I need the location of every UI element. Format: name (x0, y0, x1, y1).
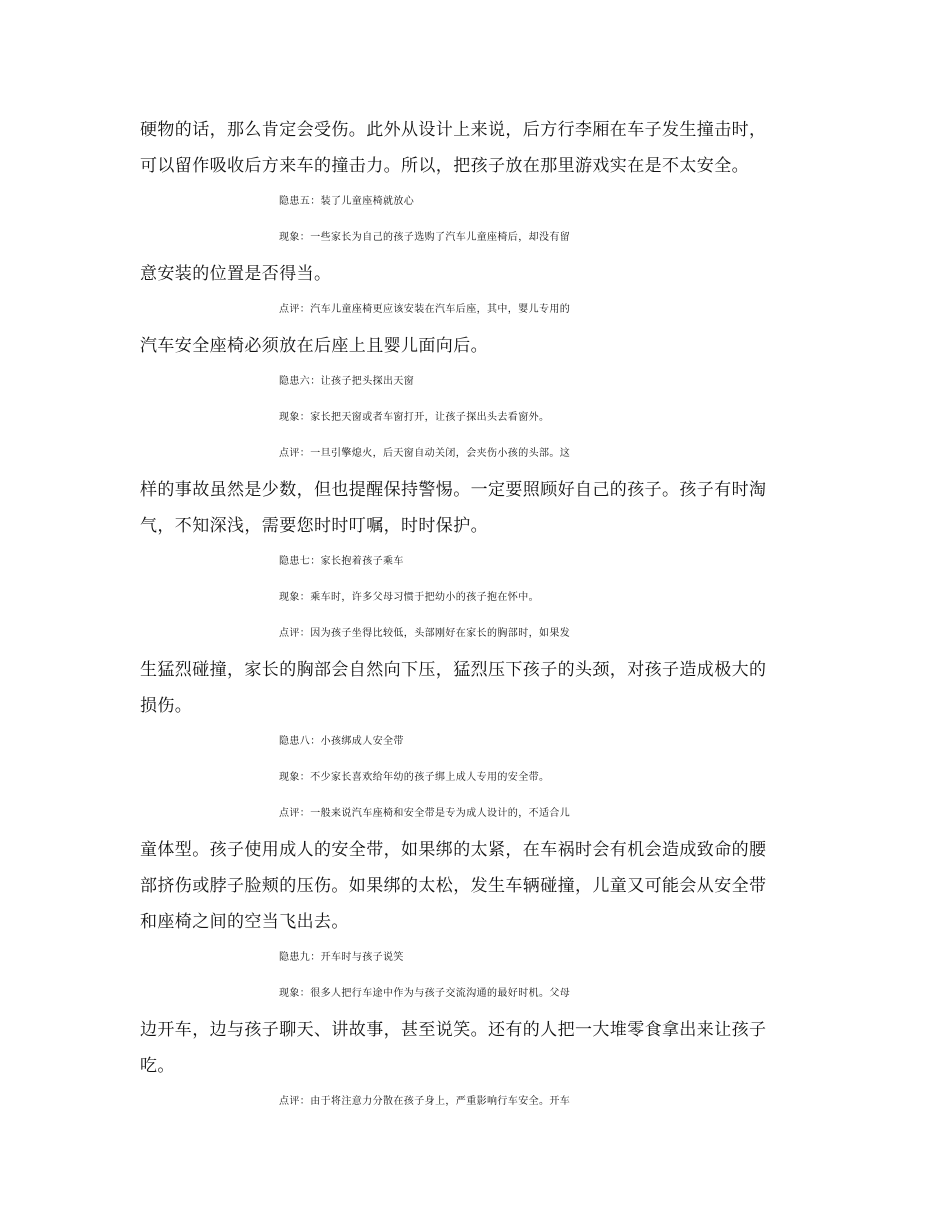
body-text-line: 边开车，边与孩子聊天、讲故事，甚至说笑。还有的人把一大堆零食拿出来让孩子 (140, 1020, 767, 1040)
comment-paragraph: 点评：汽车儿童座椅更应该安装在汽车后座，其中，婴儿专用的 (279, 304, 571, 315)
phenomenon-paragraph: 现象：很多人把行车途中作为与孩子交流沟通的最好时机。父母 (279, 988, 571, 999)
body-text-line: 生猛烈碰撞，家长的胸部会自然向下压，猛烈压下孩子的头颈，对孩子造成极大的 (140, 660, 767, 680)
section-heading: 隐患七：家长抱着孩子乘车 (279, 556, 404, 567)
section-heading: 隐患八：小孩绑成人安全带 (279, 736, 404, 747)
body-text-line: 硬物的话，那么肯定会受伤。此外从设计上来说，后方行李厢在车子发生撞击时， (140, 120, 767, 140)
body-text-line: 损伤。 (140, 696, 193, 716)
phenomenon-paragraph: 现象：一些家长为自己的孩子选购了汽车儿童座椅后，却没有留 (279, 232, 571, 243)
comment-paragraph: 点评：由于将注意力分散在孩子身上，严重影响行车安全。开车 (279, 1096, 571, 1107)
body-text-line: 可以留作吸收后方来车的撞击力。所以，把孩子放在那里游戏实在是不太安全。 (140, 156, 749, 176)
comment-paragraph: 点评：一旦引擎熄火，后天窗自动关闭，会夹伤小孩的头部。这 (279, 448, 571, 459)
phenomenon-paragraph: 现象：乘车时，许多父母习惯于把幼小的孩子抱在怀中。 (279, 592, 539, 603)
body-text-line: 气，不知深浅，需要您时时叮嘱，时时保护。 (140, 516, 488, 536)
comment-paragraph: 点评：因为孩子坐得比较低，头部刚好在家长的胸部时，如果发 (279, 628, 571, 639)
body-text-line: 吃。 (140, 1056, 175, 1076)
section-heading: 隐患九：开车时与孩子说笑 (279, 952, 404, 963)
comment-paragraph: 点评：一般来说汽车座椅和安全带是专为成人设计的，不适合儿 (279, 808, 571, 819)
body-text-line: 意安装的位置是否得当。 (140, 264, 332, 284)
section-heading: 隐患六：让孩子把头探出天窗 (279, 376, 415, 387)
phenomenon-paragraph: 现象：家长把天窗或者车窗打开，让孩子探出头去看窗外。 (279, 412, 550, 423)
body-text-line: 童体型。孩子使用成人的安全带，如果绑的太紧，在车祸时会有机会造成致命的腰 (140, 840, 767, 860)
body-text-line: 样的事故虽然是少数，但也提醒保持警惕。一定要照顾好自己的孩子。孩子有时淘 (140, 480, 767, 500)
body-text-line: 和座椅之间的空当飞出去。 (140, 912, 349, 932)
body-text-line: 部挤伤或脖子脸颊的压伤。如果绑的太松，发生车辆碰撞，儿童又可能会从安全带 (140, 876, 767, 896)
section-heading: 隐患五：装了儿童座椅就放心 (279, 196, 415, 207)
body-text-line: 汽车安全座椅必须放在后座上且婴儿面向后。 (140, 336, 488, 356)
phenomenon-paragraph: 现象：不少家长喜欢给年幼的孩子绑上成人专用的安全带。 (279, 772, 550, 783)
